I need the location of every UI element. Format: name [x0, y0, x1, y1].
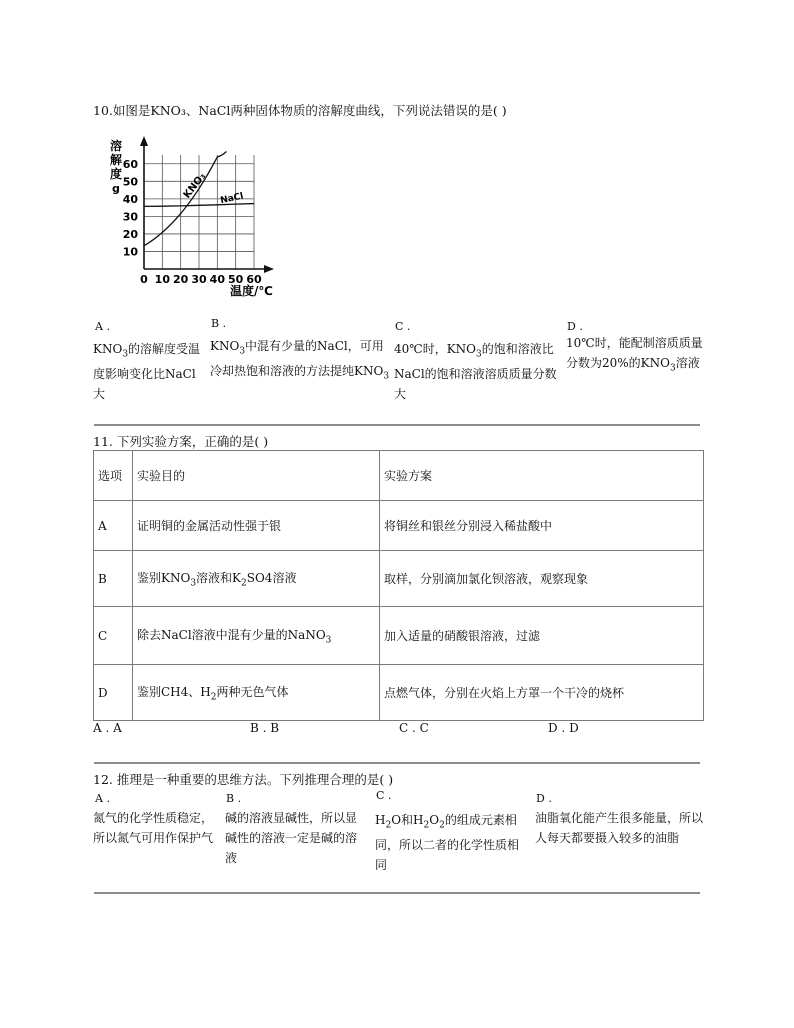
q12-option-d-letter: D . — [536, 792, 552, 805]
q12-option-c-text[interactable] — [375, 810, 530, 875]
q12-option-d-text[interactable]: 油脂氧化能产生很多能量，所以人每天都要摄入较多的油脂 — [535, 811, 704, 845]
table-header-plan: 实验方案 — [380, 451, 704, 501]
q10-option-d-text[interactable] — [566, 333, 704, 378]
table-cell-plan: 加入适量的硝酸银溶液，过滤 — [380, 607, 704, 665]
table-row — [94, 665, 704, 721]
y-tick-label: 60 — [122, 157, 138, 171]
question-10-stem: 10.如图是KNO₃、NaCl两种固体物质的溶解度曲线，下列说法错误的是( ) — [93, 103, 507, 118]
solubility-chart — [96, 130, 286, 305]
table-cell-option: C — [94, 607, 133, 665]
y-axis-label-2: 解 — [110, 153, 123, 167]
q10-option-c-letter: C . — [395, 320, 411, 333]
q10-option-b-letter: B . — [211, 317, 227, 330]
table-row — [94, 501, 704, 551]
y-axis-label-3: 度 — [110, 167, 123, 181]
q12-option-a-text[interactable]: 氮气的化学性质稳定，所以氮气可用作保护气 — [93, 811, 214, 845]
q10-option-b-text[interactable] — [210, 336, 390, 387]
q11-answer-b[interactable]: B . B — [250, 721, 280, 735]
q10-option-a-letter: A . — [95, 320, 110, 333]
table-cell-option: A — [94, 501, 133, 551]
table-cell-plan: 点燃气体，分别在火焰上方罩一个干冷的烧杯 — [380, 665, 704, 721]
q11-answer-a[interactable]: A . A — [93, 721, 122, 735]
q10-option-d-letter: D . — [567, 320, 583, 333]
y-tick-label: 40 — [122, 192, 138, 206]
x-axis-arrow — [264, 265, 274, 273]
y-tick-label: 20 — [122, 227, 138, 241]
divider-2 — [94, 762, 700, 764]
q10-option-b-label: $KNO_3$中混有少量的NaCl，可用冷却热饱和溶液的方法提纯$KNO_3$ — [210, 339, 390, 382]
x-tick-label: 30 — [191, 273, 207, 286]
table-cell-goal: 证明铜的金属活动性强于银 — [133, 501, 380, 551]
experiment-table — [93, 450, 704, 721]
table-header-row — [94, 451, 704, 501]
table-row — [94, 607, 704, 665]
q12-option-a-letter: A . — [95, 792, 110, 805]
kno3-label: KNO₃ — [181, 171, 209, 201]
q12-option-b-letter: B . — [226, 792, 242, 805]
q11-answer-d[interactable]: D . D — [548, 721, 579, 735]
table-cell-goal: 除去NaCl溶液中混有少量的NaNO$_3$ — [133, 607, 380, 665]
q10-option-d-label: 10℃时，能配制溶质质量分数为20%的$KNO_3$溶液 — [566, 336, 703, 374]
x-tick-label: 10 — [154, 273, 170, 286]
table-cell-plan: 将铜丝和银丝分别浸入稀盐酸中 — [380, 501, 704, 551]
question-12-stem: 12. 推理是一种重要的思维方法。下列推理合理的是( ) — [93, 772, 394, 787]
y-tick-label: 50 — [122, 175, 138, 189]
y-axis-label-4: g — [112, 182, 120, 195]
y-tick-label: 10 — [122, 245, 138, 259]
table-cell-option: B — [94, 551, 133, 607]
nacl-label: NaCl — [219, 191, 245, 207]
q10-option-a-text[interactable] — [93, 339, 205, 404]
table-row — [94, 551, 704, 607]
table-header-option: 选项 — [94, 451, 133, 501]
divider-1 — [94, 424, 700, 426]
y-axis-label-1: 溶 — [110, 139, 123, 153]
y-tick-label: 30 — [122, 210, 138, 224]
chart-plot-area — [123, 136, 274, 286]
question-11-stem: 11. 下列实验方案，正确的是( ) — [93, 434, 269, 449]
q10-option-a-label: $KNO_3$的溶解度受温度影响变化比NaCl大 — [93, 342, 201, 402]
table-cell-plan: 取样，分别滴加氯化钡溶液，观察现象 — [380, 551, 704, 607]
q12-option-b-text[interactable]: 碱的溶液显碱性，所以显碱性的溶液一定是碱的溶液 — [225, 811, 358, 865]
table-cell-goal: 鉴别CH4、$H_2$两种无色气体 — [133, 665, 380, 721]
y-axis-arrow — [140, 136, 148, 146]
x-tick-label: 0 — [140, 273, 148, 286]
x-tick-label: 50 — [228, 273, 244, 286]
q11-answer-c[interactable]: C . C — [399, 721, 429, 735]
table-cell-goal: 鉴别$KNO_3$溶液和$K_2SO4$溶液 — [133, 551, 380, 607]
x-axis-label: 温度/℃ — [230, 284, 273, 298]
x-tick-label: 60 — [246, 273, 262, 286]
table-header-goal: 实验目的 — [133, 451, 380, 501]
q10-option-c-text[interactable] — [394, 339, 562, 404]
q10-option-c-label: 40℃时，$KNO_3$的饱和溶液比NaCl的饱和溶液溶质质量分数大 — [394, 342, 557, 402]
table-cell-option: D — [94, 665, 133, 721]
divider-3 — [94, 892, 700, 894]
q12-option-c-label: $H_2O$和$H_2O_2$的组成元素相同，所以二者的化学性质相同 — [375, 813, 520, 873]
x-tick-label: 40 — [209, 273, 225, 286]
x-tick-label: 20 — [173, 273, 189, 286]
q12-option-c-letter: C . — [376, 789, 392, 802]
